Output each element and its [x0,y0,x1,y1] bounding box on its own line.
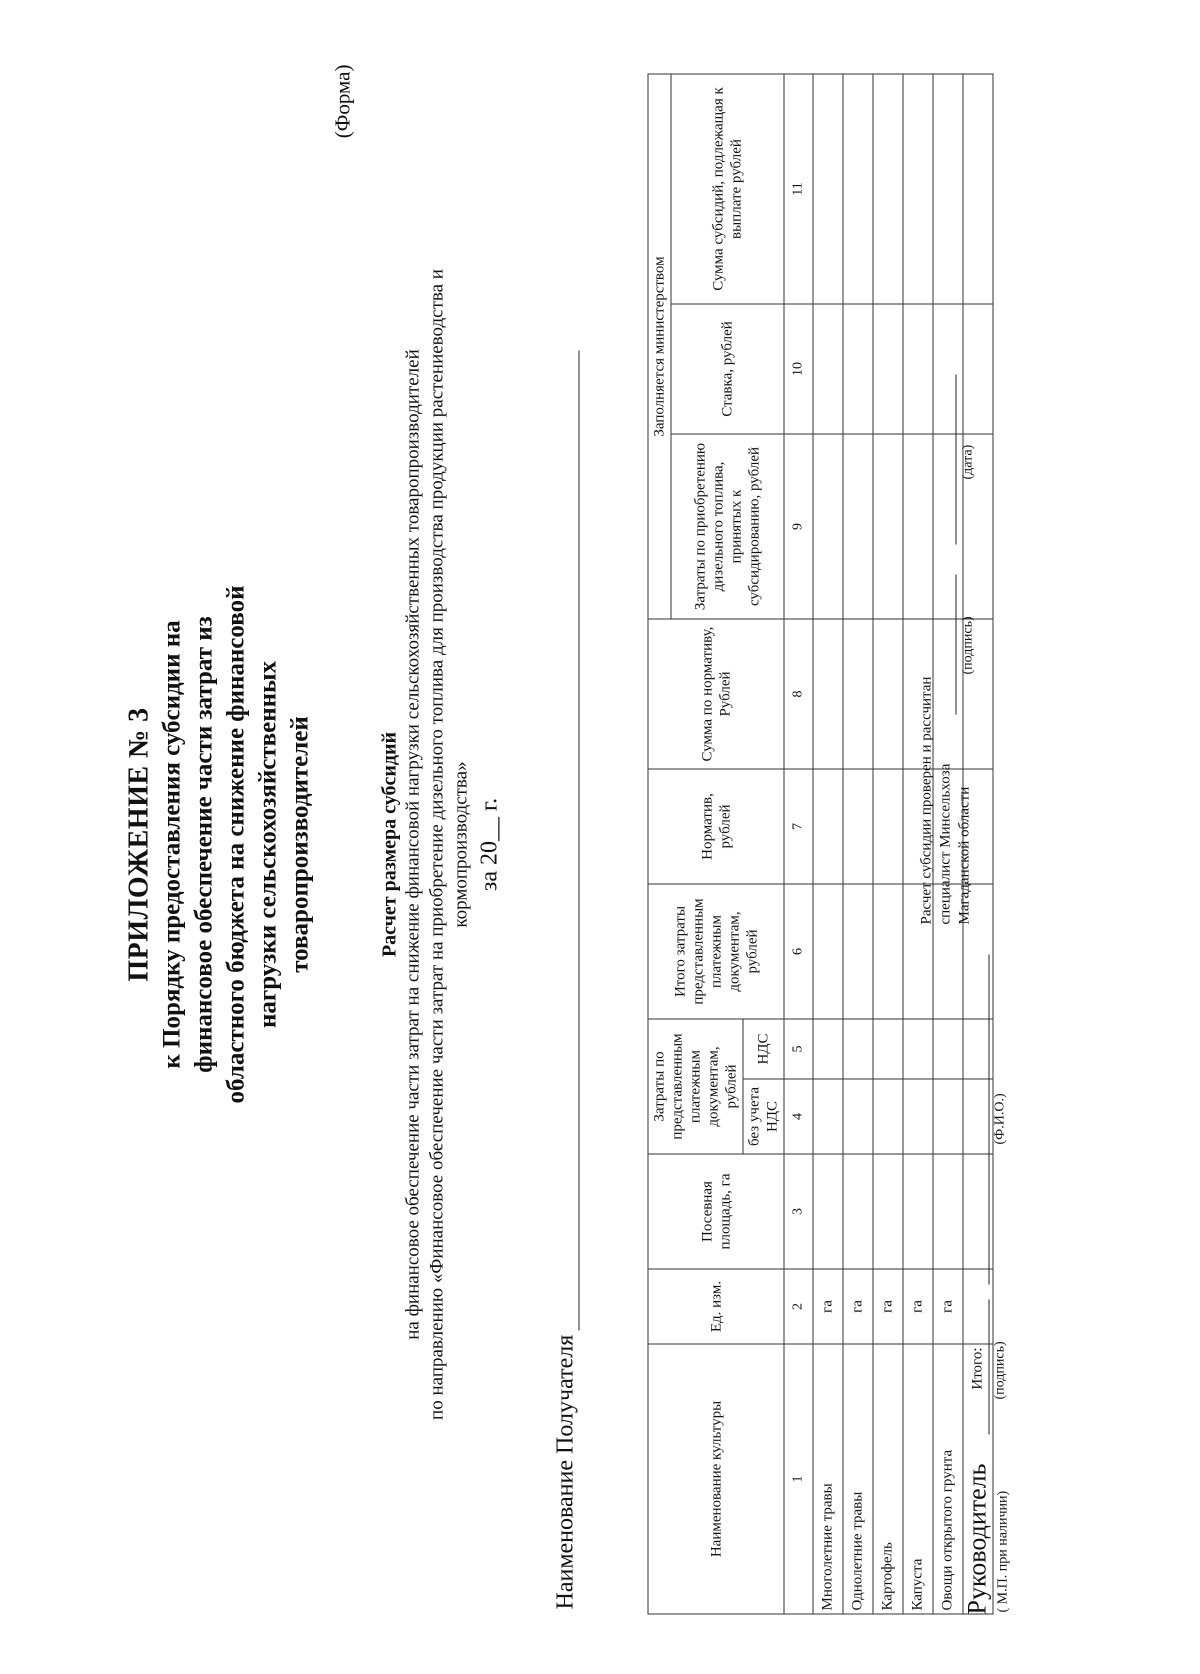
data-cell[interactable] [813,434,843,619]
data-cell[interactable] [843,74,873,304]
table-row [873,74,903,1614]
data-cell[interactable] [873,434,903,619]
verification-line: Магаданской области [956,786,973,925]
recipient-blank-line[interactable] [557,351,580,1331]
col-number: 11 [784,74,813,304]
col-no-vat-header: без учета НДС [743,1079,784,1154]
data-cell[interactable] [813,304,843,434]
data-cell[interactable] [843,434,873,619]
col-fuel-costs-header: Затраты по приобретению дизельного топлива, принятых к субсидированию, рублей [671,434,784,619]
fio-caption: (Ф.И.О.) [992,1093,1008,1145]
data-cell[interactable] [873,769,903,884]
calculation-line: кормопроизводства» [450,761,472,928]
calculation-heading [378,35,506,1655]
appendix-header [123,35,317,1655]
table-row [813,74,843,1614]
recipient-label: Наименование Получателя [552,1334,579,1610]
appendix-title: ПРИЛОЖЕНИЕ № 3 [123,707,155,982]
data-cell[interactable] [843,1154,873,1269]
col-number: 9 [784,434,813,619]
col-number: 8 [784,619,813,769]
data-cell[interactable] [813,74,843,304]
data-cell[interactable] [843,619,873,769]
appendix-subtitle-line: областного бюджета на снижение финансовой [222,585,250,1104]
col-number: 6 [784,884,813,1019]
data-cell[interactable] [873,1019,903,1079]
col-number: 10 [784,304,813,434]
calculation-title: Расчет размера субсидий [378,731,401,958]
appendix-subtitle-line: к Порядку предоставления субсидии на [158,620,186,1069]
data-cell[interactable] [843,304,873,434]
data-cell[interactable] [873,304,903,434]
data-cell[interactable] [873,619,903,769]
col-number: 2 [784,1269,813,1344]
head-signature-line[interactable] [988,1300,990,1435]
data-cell[interactable] [813,1019,843,1079]
document-sheet [103,35,1048,1655]
data-cell[interactable] [873,1154,903,1269]
col-culture-header: Наименование культуры [648,1344,784,1614]
culture-cell: Многолетние травы [813,1344,843,1614]
date-caption: (дата) [960,444,976,480]
unit-cell: га [843,1269,873,1344]
data-cell[interactable] [843,884,873,1019]
data-cell[interactable] [873,74,903,304]
col-total-costs-header: Итого затраты представленным платежным документам, рублей [648,884,784,1019]
culture-cell: Картофель [873,1344,903,1614]
data-cell[interactable] [843,1019,873,1079]
ministry-group-header: Заполняется министерством [648,74,671,619]
data-cell[interactable] [813,619,843,769]
col-number: 1 [784,1344,813,1614]
col-sum-normative-header: Сумма по нормативу, Рублей [648,619,784,769]
culture-cell: Овощи открытого грунта [933,1344,963,1614]
unit-cell: га [873,1269,903,1344]
recipient-field [553,351,580,1610]
data-cell[interactable] [813,1154,843,1269]
data-cell[interactable] [843,1079,873,1154]
signature-caption: (подпись) [960,616,976,675]
calculation-period: за 20__ г. [476,797,503,892]
col-number: 5 [784,1019,813,1079]
col-payout-header: Сумма субсидий, подлежащая к выплате рублей [671,74,784,304]
calculation-line: на финансовое обеспечение части затрат на снижение финансовой нагрузки сельскохозяйственных товаропроизводителей [402,349,424,1340]
unit-cell: га [903,1269,933,1344]
col-number: 7 [784,769,813,884]
col-normative-header: Норматив, рублей [648,769,784,884]
col-number: 4 [784,1079,813,1154]
table-row [843,74,873,1614]
verification-line: специалист Минсельхоза [937,763,954,925]
col-number: 3 [784,1154,813,1269]
data-cell[interactable] [813,1079,843,1154]
calculation-line: по направлению «Финансовое обеспечение части затрат на приобретение дизельного топлива для производства продукции растениеводства и [426,269,448,1420]
data-cell[interactable] [873,884,903,1019]
verification-line: Расчет субсидии проверен и рассчитан [918,676,935,925]
head-fio-line[interactable] [988,955,990,1285]
head-label: Руководитель [962,1463,992,1615]
appendix-subtitle-line: финансовое обеспечение части затрат из [190,616,218,1073]
seal-note: ( М.П. при наличии) [995,1490,1011,1613]
unit-cell: га [813,1269,843,1344]
form-label: (Форма) [330,64,355,139]
signature-block [903,75,1043,1615]
data-cell[interactable] [843,769,873,884]
col-unit-header: Ед. изм. [648,1269,784,1344]
col-vat-header: НДС [743,1019,784,1079]
data-cell[interactable] [873,1079,903,1154]
culture-cell: Капуста [903,1344,933,1614]
col-area-header: Посевная площадь, га [648,1154,784,1269]
culture-cell: Однолетние травы [843,1344,873,1614]
data-cell[interactable] [813,769,843,884]
unit-cell: га [933,1269,963,1344]
col-costs-header: Затраты по представленным платежным документам, рублей [648,1019,743,1154]
date-line[interactable] [955,375,957,545]
data-cell[interactable] [813,884,843,1019]
specialist-signature-line[interactable] [955,575,957,715]
total-label: Итого: [963,1344,993,1614]
appendix-subtitle-line: нагрузки сельскохозяйственных [254,660,282,1029]
appendix-subtitle-line: товаропроизводителей [286,716,314,973]
verification-note [918,677,975,925]
signature-caption: (подпись) [992,1341,1008,1400]
col-rate-header: Ставка, рублей [671,304,784,434]
